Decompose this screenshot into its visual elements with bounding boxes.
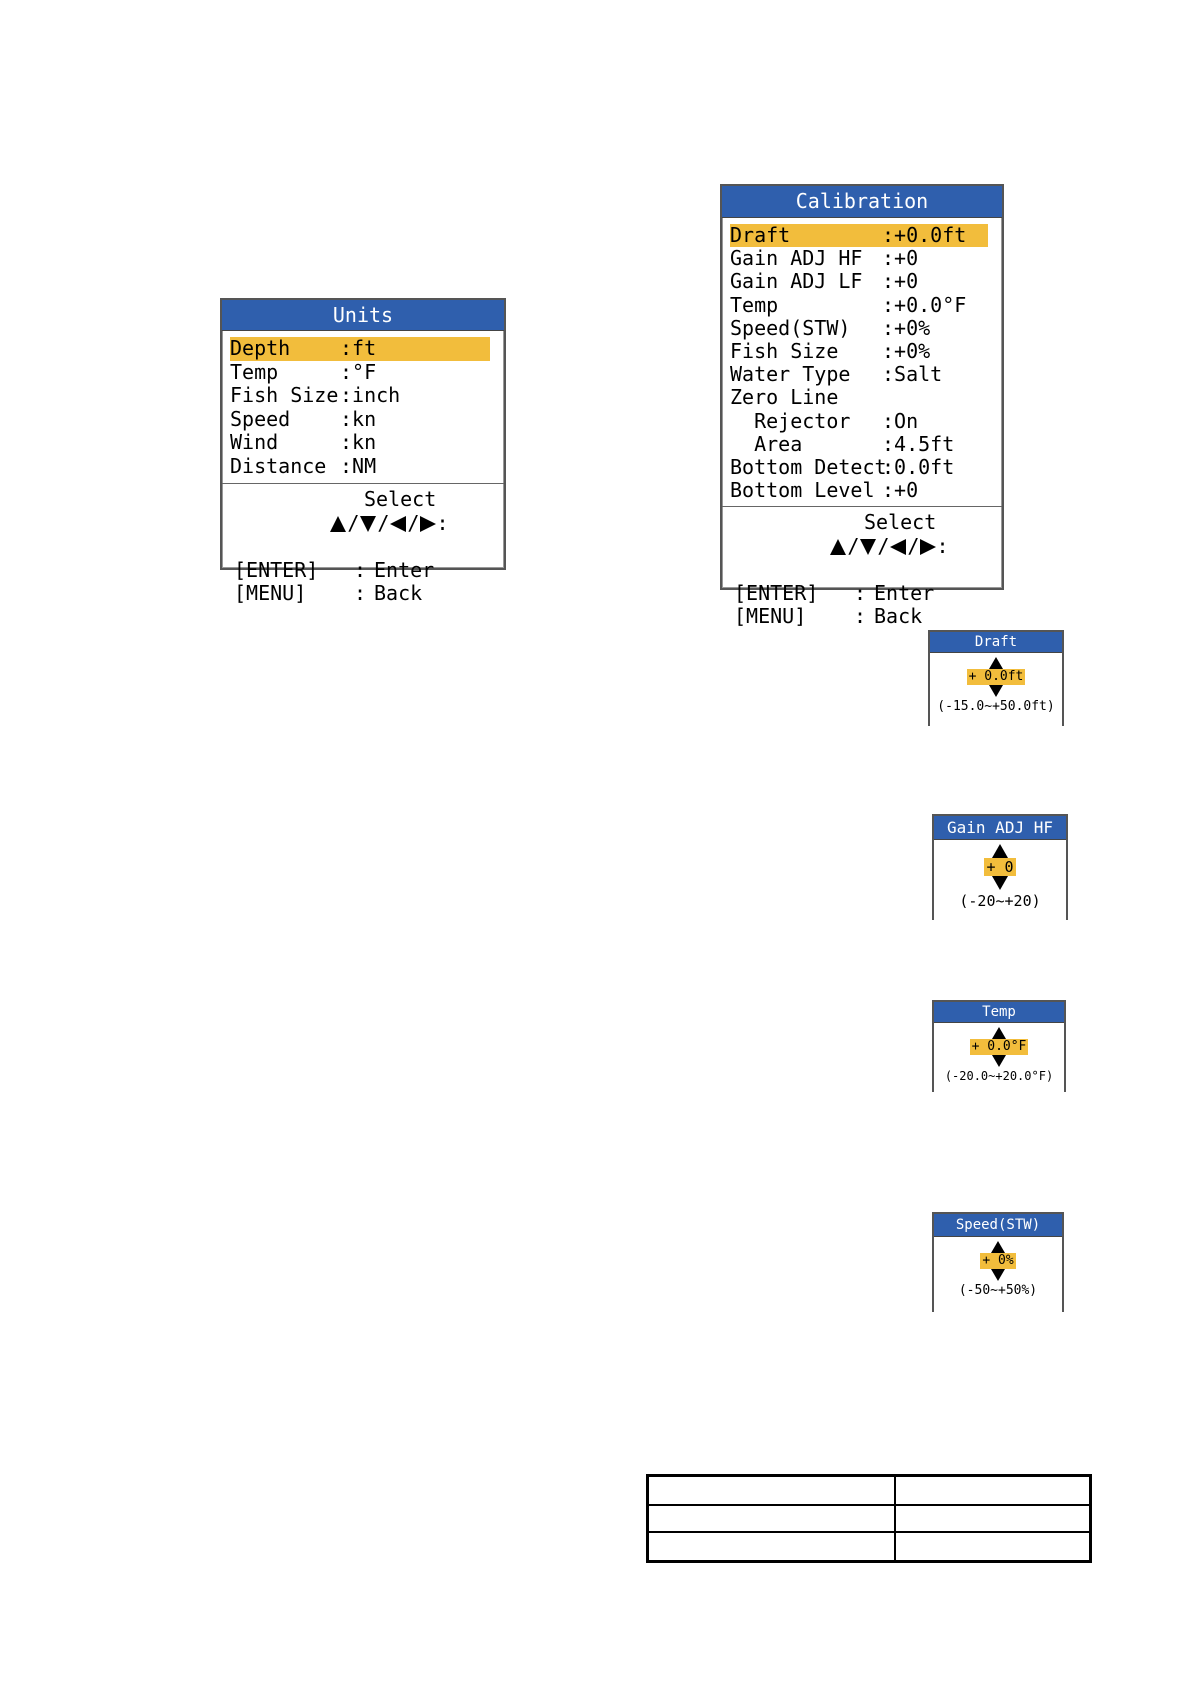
temp-adjust-popup xyxy=(932,1000,1066,1092)
temp-popup-value[interactable]: + 0.0°F xyxy=(971,1039,1027,1054)
units-item-label: Depth xyxy=(230,336,291,360)
speed-popup-value[interactable]: + 0% xyxy=(982,1253,1014,1268)
table-cell xyxy=(895,1532,1091,1562)
up-arrow-icon xyxy=(330,516,346,532)
calibration-item-label: Temp xyxy=(730,292,779,317)
units-enter-sep: : xyxy=(354,557,367,582)
units-item-value: :kn xyxy=(340,406,377,431)
calibration-item-value: :+0.0ft xyxy=(882,223,967,247)
calibration-item-label: Gain ADJ HF xyxy=(730,246,863,271)
draft-popup-range: (-15.0~+50.0ft) xyxy=(937,699,1055,714)
calibration-menu-label: Back xyxy=(874,604,923,629)
calibration-item-water-type[interactable] xyxy=(730,363,994,386)
units-list xyxy=(222,331,504,480)
calibration-footer-menu xyxy=(734,605,994,629)
draft-popup-value[interactable]: + 0.0ft xyxy=(968,669,1024,684)
table-cell xyxy=(648,1505,896,1531)
gain-hf-popup-title: Gain ADJ HF xyxy=(934,816,1066,840)
units-footer-enter xyxy=(234,559,496,583)
calibration-item-value: :+0 xyxy=(882,269,919,294)
calibration-item-label: Rejector xyxy=(730,408,851,433)
calibration-item-temp[interactable] xyxy=(730,294,994,317)
calibration-item-label: Fish Size xyxy=(730,339,839,364)
draft-adjust-popup xyxy=(928,630,1064,726)
calibration-item-value: :+0.0°F xyxy=(882,292,967,317)
calibration-footer-select xyxy=(734,511,994,582)
units-item-value: :inch xyxy=(340,383,401,407)
units-select-label: Select xyxy=(364,487,437,511)
units-select-sep: : xyxy=(436,510,449,535)
calibration-item-value: :Salt xyxy=(882,362,943,387)
units-item-label: Speed xyxy=(230,406,291,431)
units-menu-sep: : xyxy=(354,581,367,605)
table-row xyxy=(648,1476,1091,1506)
calibration-title: Calibration xyxy=(722,186,1002,218)
calibration-item-zero-line[interactable] xyxy=(730,386,994,409)
temp-popup-title: Temp xyxy=(934,1002,1064,1023)
increase-arrow-icon[interactable] xyxy=(989,657,1003,669)
calibration-enter-sep: : xyxy=(854,580,867,605)
calibration-item-bottom-level[interactable] xyxy=(730,479,994,502)
increase-arrow-icon[interactable] xyxy=(992,1027,1006,1039)
units-item-speed[interactable] xyxy=(230,408,496,432)
decrease-arrow-icon[interactable] xyxy=(992,876,1008,890)
up-arrow-icon xyxy=(830,539,846,555)
enter-key: [ENTER] xyxy=(234,557,319,582)
table-cell xyxy=(895,1505,1091,1531)
table-cell xyxy=(648,1532,896,1562)
decrease-arrow-icon[interactable] xyxy=(991,1269,1005,1281)
units-item-wind[interactable] xyxy=(230,431,496,455)
units-menu xyxy=(220,298,506,605)
table-cell xyxy=(648,1476,896,1506)
calibration-item-label: Gain ADJ LF xyxy=(730,269,863,294)
gain-hf-popup-value[interactable]: + 0 xyxy=(986,858,1014,876)
arrow-keys: / / / : xyxy=(234,488,354,559)
empty-table xyxy=(646,1474,1092,1563)
calibration-select-sep: : xyxy=(936,533,949,558)
calibration-item-value: :4.5ft xyxy=(882,431,955,456)
units-footer-menu xyxy=(234,582,496,606)
calibration-item-value: :0.0ft xyxy=(882,455,955,480)
calibration-item-speed-stw[interactable] xyxy=(730,317,994,340)
speed-popup-range: (-50~+50%) xyxy=(958,1283,1038,1298)
units-item-fish-size[interactable] xyxy=(230,384,496,408)
calibration-item-fish-size[interactable] xyxy=(730,340,994,363)
units-item-depth[interactable] xyxy=(230,337,496,361)
calibration-item-label: Speed(STW) xyxy=(730,315,851,340)
calibration-item-label: Bottom Detect xyxy=(730,455,887,480)
calibration-item-value: :On xyxy=(882,408,919,433)
menu-key: [MENU] xyxy=(734,604,807,629)
units-item-label: Distance xyxy=(230,453,327,478)
calibration-item-rejector[interactable] xyxy=(730,410,994,433)
calibration-footer xyxy=(722,506,1002,633)
table-row xyxy=(648,1505,1091,1531)
units-item-value: :NM xyxy=(340,453,377,478)
draft-popup-title: Draft xyxy=(930,632,1062,653)
menu-key: [MENU] xyxy=(234,581,307,605)
gain-hf-adjust-popup xyxy=(932,814,1068,920)
speed-popup-title: Speed(STW) xyxy=(934,1214,1062,1237)
speed-stw-adjust-popup xyxy=(932,1212,1064,1312)
calibration-footer-enter xyxy=(734,582,994,606)
calibration-item-gain-adj-hf[interactable] xyxy=(730,247,994,270)
gain-hf-popup-range: (-20~+20) xyxy=(959,892,1041,910)
calibration-menu-sep: : xyxy=(854,604,867,629)
calibration-item-label: Draft xyxy=(730,223,791,247)
calibration-item-label: Bottom Level xyxy=(730,478,875,503)
units-menu-label: Back xyxy=(374,581,423,605)
calibration-item-draft[interactable] xyxy=(730,224,994,247)
calibration-enter-label: Enter xyxy=(874,580,935,605)
calibration-item-gain-adj-lf[interactable] xyxy=(730,270,994,293)
calibration-menu xyxy=(720,184,1004,629)
arrow-keys: / / / : xyxy=(734,511,854,582)
calibration-item-label: Water Type xyxy=(730,362,851,387)
increase-arrow-icon[interactable] xyxy=(991,1241,1005,1253)
calibration-item-area[interactable] xyxy=(730,433,994,456)
units-footer xyxy=(222,483,504,610)
units-item-temp[interactable] xyxy=(230,361,496,385)
decrease-arrow-icon[interactable] xyxy=(989,685,1003,697)
calibration-item-value: :+0% xyxy=(882,315,931,340)
decrease-arrow-icon[interactable] xyxy=(992,1055,1006,1067)
units-item-label: Wind xyxy=(230,430,279,454)
calibration-list xyxy=(722,218,1002,504)
units-item-value: :kn xyxy=(340,430,377,454)
calibration-item-bottom-detect[interactable] xyxy=(730,456,994,479)
increase-arrow-icon[interactable] xyxy=(992,844,1008,858)
table-cell xyxy=(895,1476,1091,1506)
units-item-distance[interactable] xyxy=(230,455,496,479)
calibration-select-label: Select xyxy=(864,510,937,535)
units-item-label: Fish Size xyxy=(230,383,339,407)
calibration-item-value: :+0% xyxy=(882,339,931,364)
table-row xyxy=(648,1532,1091,1562)
temp-popup-range: (-20.0~+20.0°F) xyxy=(944,1069,1054,1083)
enter-key: [ENTER] xyxy=(734,580,819,605)
units-item-label: Temp xyxy=(230,359,279,384)
units-title: Units xyxy=(222,300,504,331)
units-enter-label: Enter xyxy=(374,557,435,582)
units-footer-select xyxy=(234,488,496,559)
calibration-item-value: :+0 xyxy=(882,478,919,503)
calibration-item-label: Zero Line xyxy=(730,385,839,410)
units-item-value: :°F xyxy=(340,359,377,384)
units-item-value: :ft xyxy=(340,336,377,360)
calibration-item-label: Area xyxy=(730,431,803,456)
calibration-item-value: :+0 xyxy=(882,246,919,271)
